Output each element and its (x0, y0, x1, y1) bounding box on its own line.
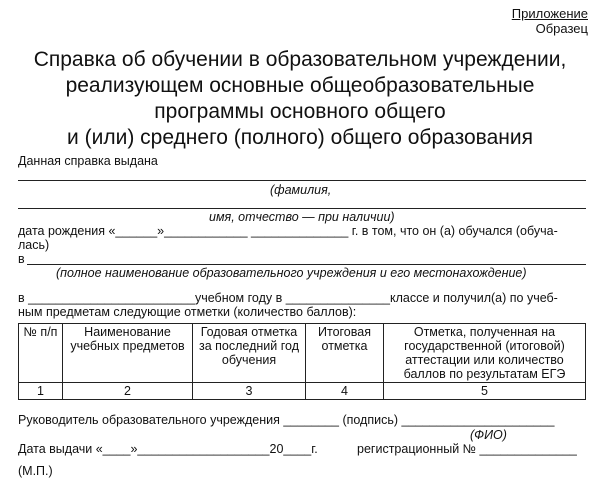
director-signature-line: Руководитель образовательного учреждения ________ (подпись) ______________________ (18, 413, 555, 427)
document-title-line-2: реализующем основные общеобразовательные (65, 74, 535, 97)
header-row-number: № п/п (19, 324, 63, 383)
document-title-line-4: и (или) среднего (полного) общего образования (67, 126, 533, 149)
header-annual-grade: Годовая отметка за последний год обучения (193, 324, 306, 383)
document-title-line-3: программы основного общего (154, 100, 446, 123)
school-year-line-continued: ным предметам следующие отметки (количество баллов): (18, 305, 357, 319)
table-header-row (19, 324, 586, 383)
issued-to-label: Данная справка выдана (18, 154, 158, 168)
header-exam-grade: Отметка, полученная на государственной (итоговой) аттестации или количество баллов по результатам ЕГЭ (384, 324, 586, 383)
grades-table (18, 323, 586, 400)
school-hint: (полное наименование образовательного учреждения и его местонахождение) (56, 266, 527, 280)
name-hint: имя, отчество — при наличии) (209, 210, 395, 224)
fio-hint: (ФИО) (470, 428, 507, 442)
school-line (27, 264, 586, 265)
name-line (18, 208, 586, 209)
header-subject: Наименование учебных предметов (63, 324, 193, 383)
surname-hint: (фамилия, (270, 183, 332, 197)
school-prefix: в (18, 252, 25, 266)
header-final-grade: Итоговая отметка (306, 324, 384, 383)
surname-line (18, 180, 586, 181)
registration-number-line: регистрационный № ______________ (357, 442, 577, 456)
column-number-1: 1 (19, 383, 63, 400)
document-title-line-1: Справка об обучении в образовательном учреждении, (33, 48, 567, 71)
stamp-placeholder: (М.П.) (18, 464, 53, 478)
table-number-row (19, 383, 586, 400)
column-number-2: 2 (63, 383, 193, 400)
column-number-3: 3 (193, 383, 306, 400)
column-number-4: 4 (306, 383, 384, 400)
birth-date-line-continued: лась) (18, 238, 50, 252)
sample-label: Образец (535, 21, 588, 36)
school-year-line: в ________________________учебном году в _______________классе и получил(а) по учеб- (18, 291, 558, 305)
column-number-5: 5 (384, 383, 586, 400)
birth-date-line: дата рождения «______»____________ ______________ г. в том, что он (а) обучался (обуча- (18, 224, 558, 238)
appendix-label: Приложение (511, 6, 588, 21)
issue-date-line: Дата выдачи «____»___________________20____г. (18, 442, 318, 456)
